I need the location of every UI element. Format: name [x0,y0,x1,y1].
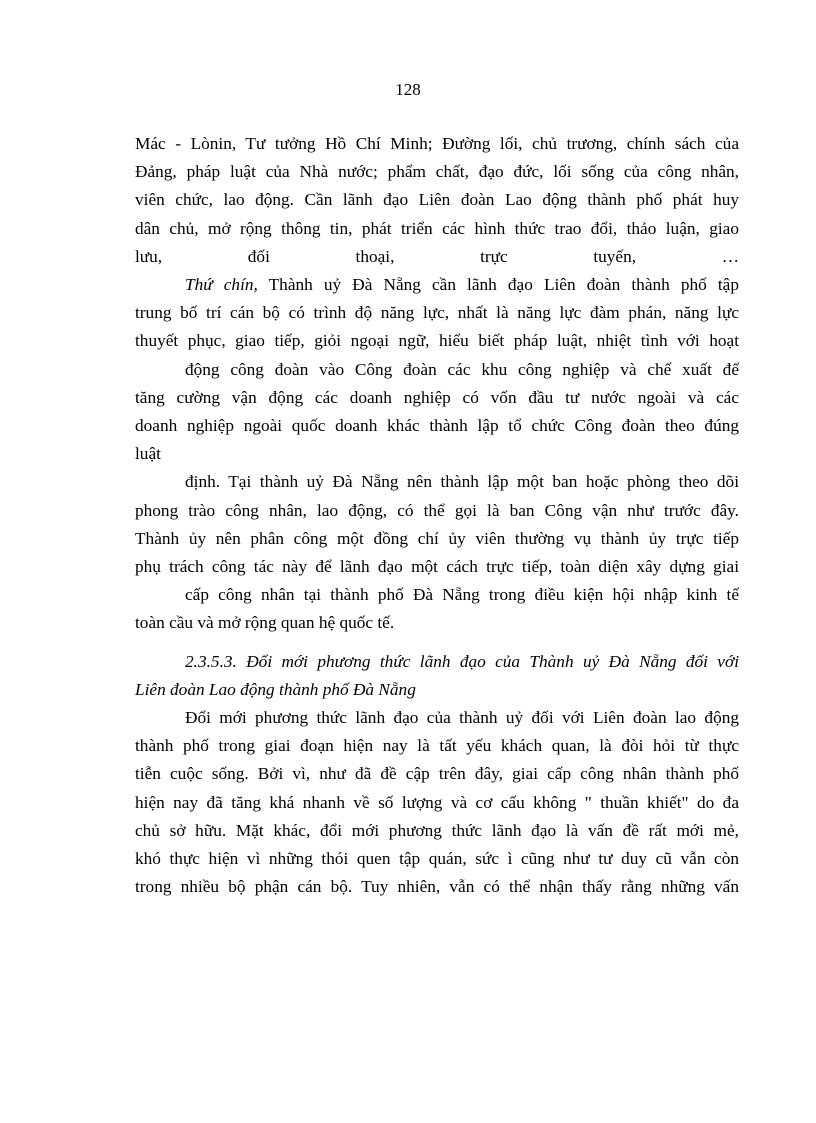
text-line [135,845,739,873]
text-line [135,158,739,186]
text-line [135,356,739,384]
line-text: trong nhiều bộ phận cán bộ. Tuy nhiên, vẫn có thể nhận thấy rằng những vấn [135,877,739,897]
line-text: phong trào công nhân, lao động, có thể gọi là ban Công vận như trước đây. [135,500,739,520]
text-line [135,525,739,553]
text-line [135,130,739,158]
italic-text: Thứ chín, [185,275,258,295]
text-line [135,553,739,581]
line-text: luật [135,444,161,464]
line-text: toàn cầu và mở rộng quan hệ quốc tế. [135,613,395,633]
line-text: viên chức, lao động. Cần lãnh đạo Liên đoàn Lao động thành phố phát huy [135,190,739,210]
line-text: định. Tại thành uỷ Đà Nẵng nên thành lập một ban hoặc phòng theo dõi [185,472,739,492]
line-text: doanh nghiệp ngoài quốc doanh khác thành lập tổ chức Công đoàn theo đúng [135,416,739,436]
text-line [135,581,739,609]
line-text: thuyết phục, giao tiếp, giỏi ngoại ngữ, hiểu biết pháp luật, nhiệt tình với hoạt [135,331,739,351]
paragraph-gap [135,638,739,648]
line-text: Đổi mới phương thức lãnh đạo của thành uỷ đối với Liên đoàn lao động [185,708,739,728]
line-text: thành phố trong giai đoạn hiện nay là tất yếu khách quan, là đòi hỏi từ thực [135,736,739,756]
text-line [135,327,739,355]
line-text: cấp công nhân tại thành phố Đà Nẵng trong điều kiện hội nhập kinh tế [185,585,739,605]
line-text: dân chủ, mở rộng thông tin, phát triển các hình thức trao đổi, thảo luận, giao [135,218,739,238]
text-line [135,186,739,214]
text-line [135,704,739,732]
text-line [135,732,739,760]
line-text: Thành ủy nên phân công một đồng chí ủy viên thường vụ thành ủy trực tiếp [135,528,739,548]
text-line [135,384,739,412]
page-number: 128 [395,80,421,99]
text-line [135,676,739,704]
text-line [135,873,739,901]
text-line [135,243,739,271]
line-text: chủ sở hữu. Mặt khác, đổi mới phương thức lãnh đạo là vấn đề rất mới mẻ, [135,820,739,840]
line-text: Thành uỷ Đà Nẵng cần lãnh đạo Liên đoàn thành phố tập [257,275,739,295]
text-line [135,412,739,440]
line-text: Mác - Lònin, Tư tưởng Hồ Chí Minh; Đường lối, chủ trương, chính sách của [135,134,739,153]
text-line [135,497,739,525]
text-line [135,817,739,845]
line-text: phụ trách công tác này để lãnh đạo một cách trực tiếp, toàn diện xây dựng giai [135,557,739,577]
line-text: lưu, đối thoại, trực tuyến, … [135,246,739,266]
italic-text: Liên đoàn Lao động thành phố Đà Nẵng [135,679,416,699]
text-line [135,299,739,327]
line-text: khó thực hiện vì những thói quen tập quán, sức ì cũng như tư duy cũ vẫn còn [135,849,739,869]
text-line [135,271,739,299]
text-line [135,609,739,637]
text-line [135,789,739,817]
text-line [135,760,739,788]
text-line [135,440,739,468]
italic-text: 2.3.5.3. Đổi mới phương thức lãnh đạo của Thành uỷ Đà Nẵng đối với [185,651,739,671]
line-text: tiễn cuộc sống. Bởi vì, như đã đề cập trên đây, giai cấp công nhân thành phố [135,764,739,784]
line-text: hiện nay đã tăng khá nhanh về số lượng và cơ cấu không " thuần khiết" do đa [135,792,739,812]
text-line [135,648,739,676]
text-line [135,468,739,496]
line-text: trung bố trí cán bộ có trình độ năng lực, nhất là năng lực đàm phán, năng lực [135,303,739,323]
line-text: tăng cường vận động các doanh nghiệp có vốn đầu tư nước ngoài và các [135,387,739,407]
line-text: động công đoàn vào Công đoàn các khu công nghiệp và chế xuất để [185,359,739,379]
line-text: Đảng, pháp luật của Nhà nước; phẩm chất, đạo đức, lối sống của công nhân, [135,162,739,182]
body-text [135,130,739,901]
text-line [135,215,739,243]
